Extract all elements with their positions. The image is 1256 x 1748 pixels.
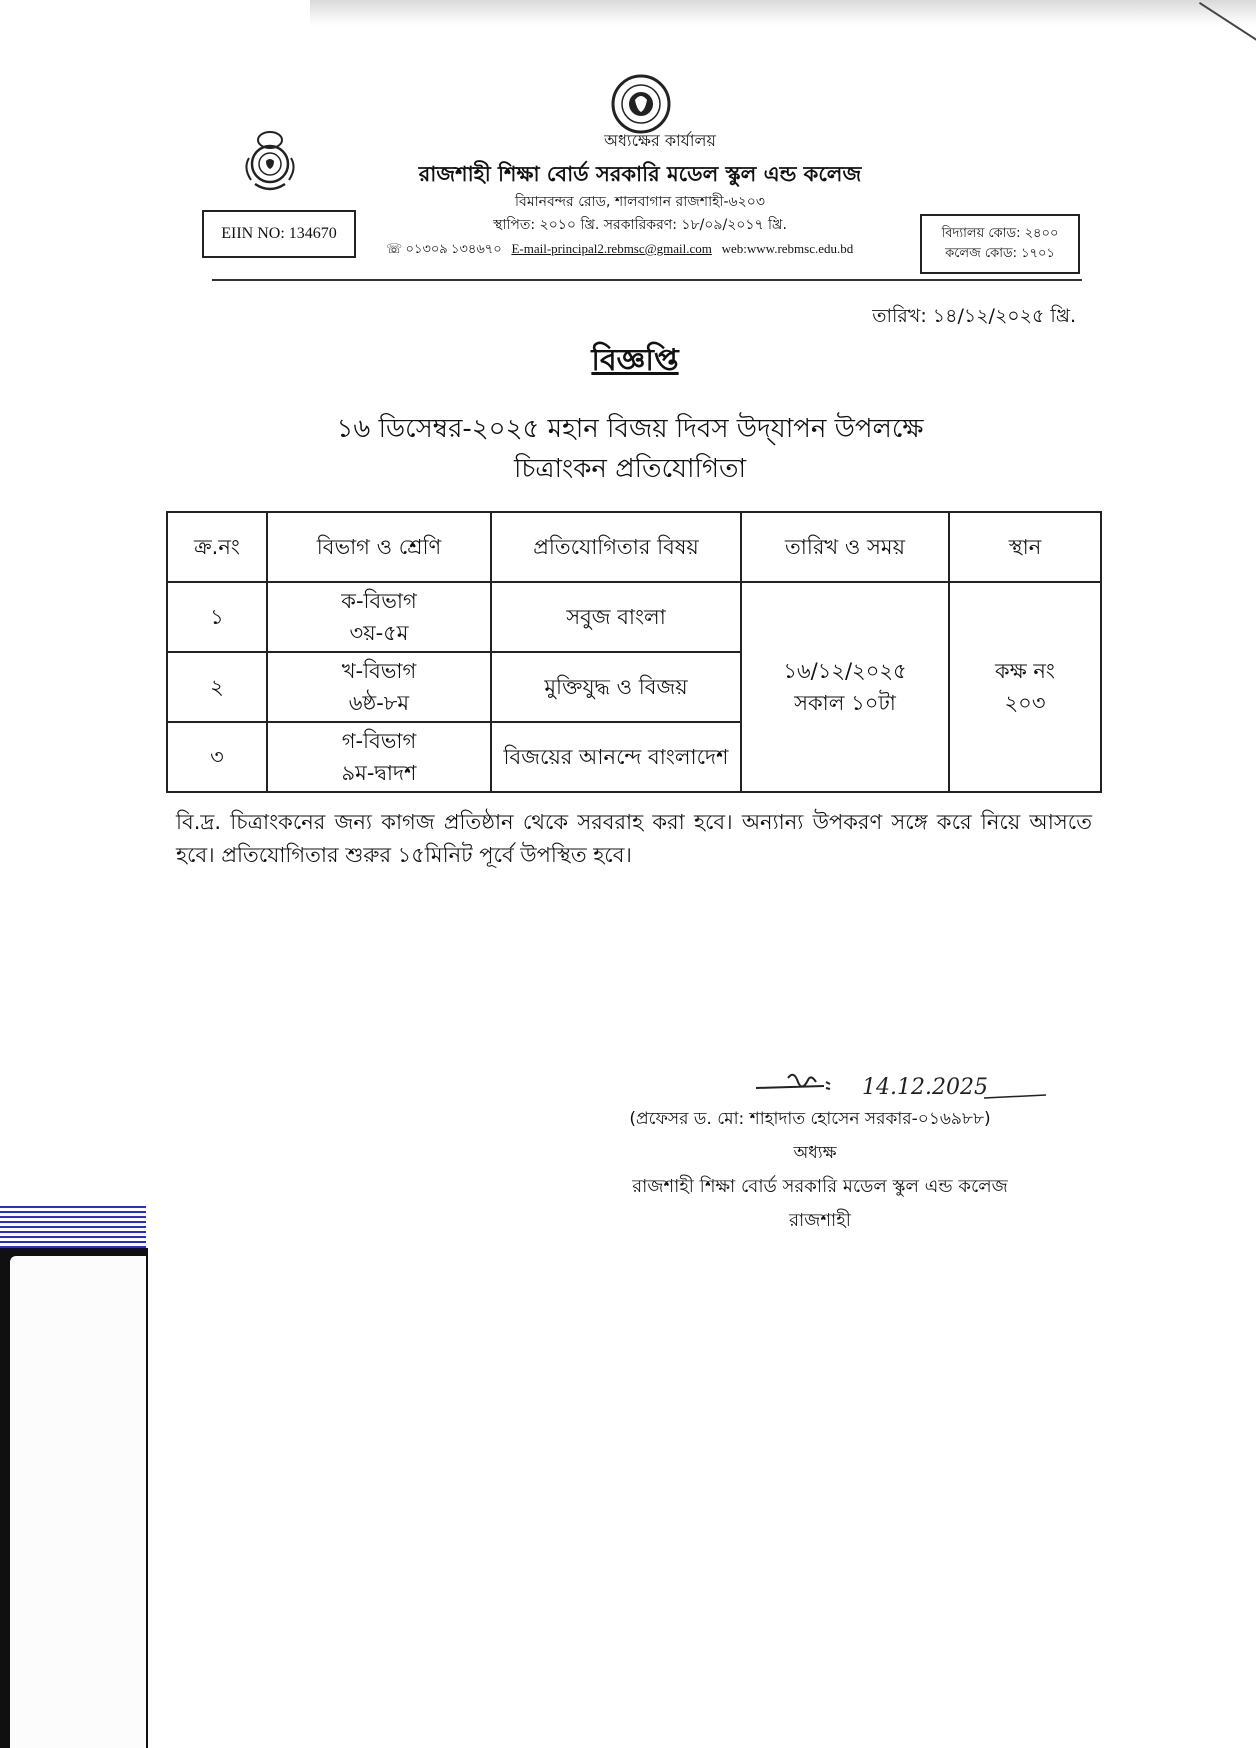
venue-cell bbox=[949, 582, 1101, 792]
scan-edge-stripes bbox=[0, 1206, 146, 1254]
row-group-class bbox=[267, 722, 491, 792]
code-box bbox=[920, 214, 1080, 274]
competition-date: ১৬/১২/২০২৫ bbox=[783, 659, 907, 683]
row-group: গ-বিভাগ bbox=[341, 729, 417, 753]
footnote: বি.দ্র. চিত্রাংকনের জন্য কাগজ প্রতিষ্ঠান থেকে সরবরাহ করা হবে। অন্যান্য উপকরণ সঙ্গে করে নিয়ে আসতে হবে। প্রতিযোগিতার শুরুর ১৫মিনিট পূর্বে উপস্থিত হবে। bbox=[176, 810, 1092, 867]
row-classes: ৬ষ্ঠ-৮ম bbox=[348, 691, 410, 715]
row-serial: ২ bbox=[167, 652, 267, 722]
venue: কক্ষ নং ২০৩ bbox=[995, 659, 1055, 715]
school-code: বিদ্যালয় কোড: ২৪০০ bbox=[941, 226, 1059, 241]
row-group-class bbox=[267, 582, 491, 652]
headline-line-2: চিত্রাংকন প্রতিযোগিতা bbox=[513, 454, 747, 484]
header-group-class: বিভাগ ও শ্রেণি bbox=[267, 512, 491, 582]
date-time-cell bbox=[741, 582, 949, 792]
scan-top-shadow bbox=[310, 0, 1256, 26]
signatory-designation: অধ্যক্ষ bbox=[793, 1143, 837, 1163]
header-date-time: তারিখ ও সময় bbox=[741, 512, 949, 582]
header-topic: প্রতিযোগিতার বিষয় bbox=[491, 512, 741, 582]
handwritten-signature bbox=[754, 1068, 1054, 1102]
row-classes: ৯ম-দ্বাদশ bbox=[341, 761, 417, 785]
row-serial: ৩ bbox=[167, 722, 267, 792]
signatory-school: রাজশাহী শিক্ষা বোর্ড সরকারি মডেল স্কুল এন্ড কলেজ bbox=[632, 1176, 1008, 1197]
website: web:www.rebmsc.edu.bd bbox=[721, 241, 854, 256]
row-serial: ১ bbox=[167, 582, 267, 652]
government-seal-icon bbox=[611, 74, 671, 134]
headline-line-1: ১৬ ডিসেম্বর-২০২৫ মহান বিজয় দিবস উদ্‌যাপন উপলক্ষে bbox=[336, 414, 924, 444]
row-topic: মুক্তিযুদ্ধ ও বিজয় bbox=[491, 652, 741, 722]
notice-date: তারিখ: ১৪/১২/২০২৫ খ্রি. bbox=[872, 305, 1076, 327]
signatory-city: রাজশাহী bbox=[789, 1210, 851, 1231]
scan-edge-page bbox=[10, 1256, 146, 1748]
competition-time: সকাল ১০টা bbox=[794, 691, 896, 715]
row-classes: ৩য়-৫ম bbox=[349, 621, 409, 645]
table-row bbox=[167, 582, 1101, 652]
email-address: E-mail-principal2.rebmsc@gmail.com bbox=[511, 241, 712, 256]
school-address: বিমানবন্দর রোড, শালবাগান রাজশাহী-৬২০৩ bbox=[515, 194, 765, 210]
row-topic: বিজয়ের আনন্দে বাংলাদেশ bbox=[491, 722, 741, 792]
college-code: কলেজ কোড: ১৭০১ bbox=[945, 246, 1055, 261]
phone-icon: ☏ bbox=[386, 241, 403, 256]
contact-line bbox=[386, 240, 906, 261]
row-group: খ-বিভাগ bbox=[341, 659, 417, 683]
established-info: স্থাপিত: ২০১০ খ্রি. সরকারিকরণ: ১৮/০৯/২০১৭ খ্রি. bbox=[493, 217, 787, 233]
row-group: ক-বিভাগ bbox=[341, 589, 417, 613]
school-logo-icon bbox=[237, 128, 303, 194]
phone-number: ০১৩০৯ ১৩৪৬৭০ bbox=[405, 241, 502, 256]
header-venue: স্থান bbox=[949, 512, 1101, 582]
table-header-row bbox=[167, 512, 1101, 582]
signature-date: 14.12.2025 bbox=[862, 1075, 988, 1100]
eiin-number: EIIN NO: 134670 bbox=[221, 225, 337, 242]
notice-title: বিজ্ঞপ্তি bbox=[591, 343, 679, 378]
competition-table bbox=[166, 511, 1102, 793]
office-label: অধ্যক্ষের কার্যালয় bbox=[604, 131, 716, 150]
signatory-name: (প্রফেসর ড. মো: শাহাদাত হোসেন সরকার-০১৬৯৮৮) bbox=[629, 1109, 991, 1129]
header-divider bbox=[212, 279, 1082, 281]
row-group-class bbox=[267, 652, 491, 722]
school-name: রাজশাহী শিক্ষা বোর্ড সরকারি মডেল স্কুল এন্ড কলেজ bbox=[418, 162, 862, 186]
row-topic: সবুজ বাংলা bbox=[491, 582, 741, 652]
header-serial: ক্র.নং bbox=[167, 512, 267, 582]
eiin-box bbox=[202, 210, 356, 258]
